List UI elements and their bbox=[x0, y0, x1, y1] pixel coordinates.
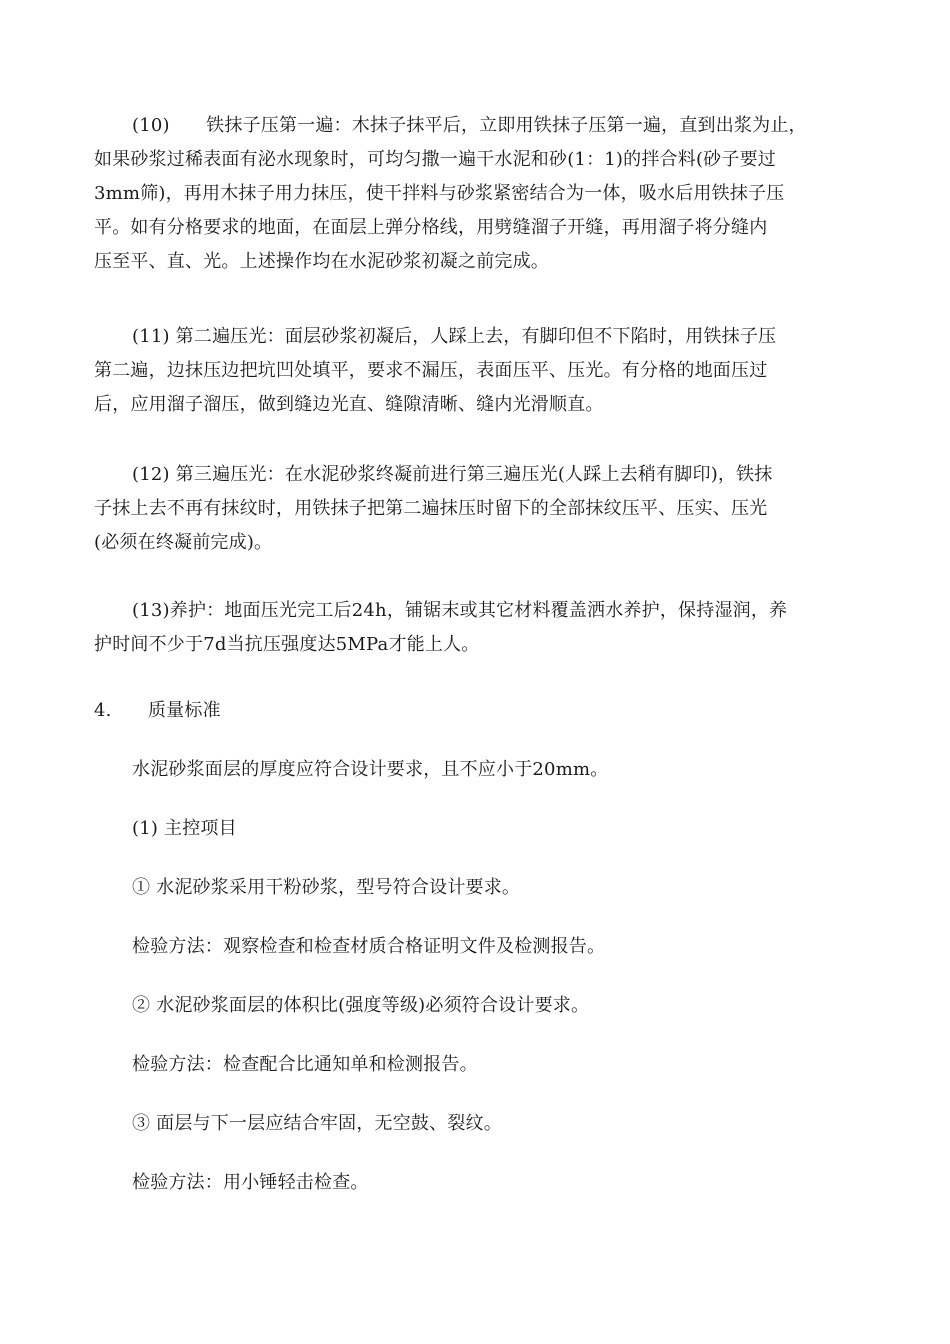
text-line: 水泥砂浆面层的厚度应符合设计要求，且不应小于20mm。 bbox=[132, 759, 609, 780]
text-line: (13)养护：地面压光完工后24h，铺锯末或其它材料覆盖洒水养护，保持湿润，养 bbox=[132, 600, 788, 621]
inspection-method-3 bbox=[94, 1166, 866, 1200]
text-line: 3mm筛)，再用木抹子用力抹压，使干拌料与砂浆紧密结合为一体，吸水后用铁抹子压 bbox=[94, 183, 785, 204]
text-line: 平。如有分格要求的地面，在面层上弹分格线，用劈缝溜子开缝，再用溜子将分缝内 bbox=[94, 217, 768, 238]
text-line: 护时间不少于7d当抗压强度达5MPa才能上人。 bbox=[94, 634, 480, 655]
subheading-main-control-items bbox=[94, 812, 866, 846]
text-line: (11) 第二遍压光：面层砂浆初凝后，人踩上去，有脚印但不下陷时，用铁抹子压 bbox=[132, 326, 777, 347]
list-item: ③ 面层与下一层应结合牢固，无空鼓、裂纹。 bbox=[132, 1113, 502, 1134]
text-line: (10) 铁抹子压第一遍：木抹子抹平后，立即用铁抹子压第一遍，直到出浆为止， bbox=[132, 115, 807, 136]
section-heading: 4. 质量标准 bbox=[94, 700, 221, 721]
text-line: 如果砂浆过稀表面有泌水现象时，可均匀撒一遍干水泥和砂(1：1)的拌合料(砂子要过 bbox=[94, 149, 776, 170]
text-line: 子抹上去不再有抹纹时，用铁抹子把第二遍抹压时留下的全部抹纹压平、压实、压光 bbox=[94, 498, 768, 519]
inspection-method: 检验方法：用小锤轻击检查。 bbox=[132, 1172, 369, 1193]
text-line: 第二遍，边抹压边把坑凹处填平，要求不漏压，表面压平、压光。有分格的地面压过 bbox=[94, 360, 768, 381]
list-item: ① 水泥砂浆采用干粉砂浆，型号符合设计要求。 bbox=[132, 877, 521, 898]
section-heading-quality-standard bbox=[94, 694, 866, 728]
text-line: 压至平、直、光。上述操作均在水泥砂浆初凝之前完成。 bbox=[94, 251, 549, 272]
item-3-bonding bbox=[94, 1107, 866, 1141]
paragraph-step-13 bbox=[94, 594, 866, 662]
text-line: (必须在终凝前完成)。 bbox=[94, 532, 273, 553]
inspection-method: 检验方法：观察检查和检查材质合格证明文件及检测报告。 bbox=[132, 936, 606, 957]
inspection-method-1 bbox=[94, 930, 866, 964]
paragraph-step-11 bbox=[94, 320, 866, 422]
item-1-dry-mortar bbox=[94, 871, 866, 905]
inspection-method: 检验方法：检查配合比通知单和检测报告。 bbox=[132, 1054, 478, 1075]
paragraph-thickness-requirement bbox=[94, 753, 866, 787]
subheading: (1) 主控项目 bbox=[132, 818, 237, 839]
text-line: 后，应用溜子溜压，做到缝边光直、缝隙清晰、缝内光滑顺直。 bbox=[94, 394, 604, 415]
list-item: ② 水泥砂浆面层的体积比(强度等级)必须符合设计要求。 bbox=[132, 995, 590, 1016]
paragraph-step-12 bbox=[94, 458, 866, 560]
text-line: (12) 第三遍压光：在水泥砂浆终凝前进行第三遍压光(人踩上去稍有脚印)，铁抹 bbox=[132, 464, 773, 485]
paragraph-step-10 bbox=[94, 109, 866, 279]
item-2-volume-ratio bbox=[94, 989, 866, 1023]
inspection-method-2 bbox=[94, 1048, 866, 1082]
